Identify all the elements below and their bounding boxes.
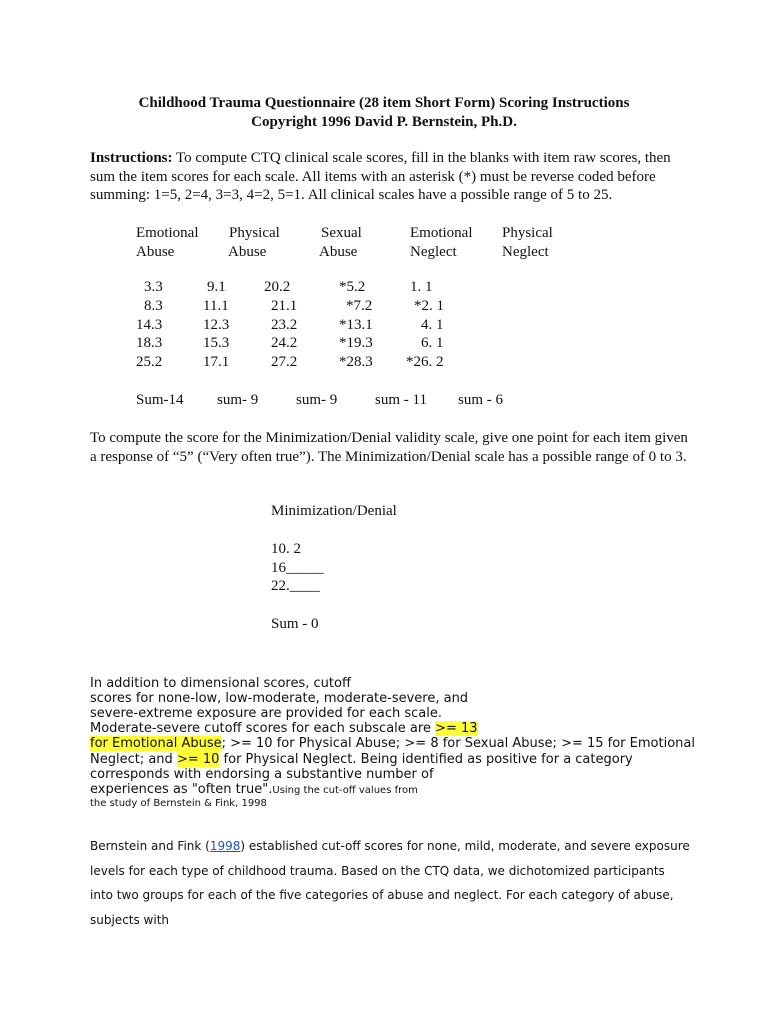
cell: 3.3 bbox=[144, 279, 163, 295]
cell: 18.3 bbox=[136, 335, 163, 351]
cell: 6. 1 bbox=[421, 335, 444, 351]
sum-emotional-abuse: Sum-14 bbox=[136, 392, 184, 408]
minimization-paragraph: To compute the score for the Minimization/Denial validity scale, give one point for each item given a response of “5” (“Very often true”). The Minimization/Denial scale has a possible range of 0 to 3. bbox=[90, 430, 688, 465]
highlight: for Emotional Abuse bbox=[90, 736, 222, 752]
cell: 4. 1 bbox=[421, 317, 444, 333]
cell: *13.1 bbox=[339, 317, 373, 333]
header-physical-abuse: Physical Abuse bbox=[228, 225, 280, 260]
cell: 14.3 bbox=[136, 317, 163, 333]
cell: 17.1 bbox=[203, 354, 230, 370]
footer-paragraph: Bernstein and Fink (1998) established cut-off scores for none, mild, moderate, and severe exposure levels for each type of childhood trauma. Based on the CTQ data, we dichotomized participants into two groups for each of the five categories of abuse and neglect. For each category of abuse, subjects with bbox=[90, 839, 690, 927]
instructions-paragraph bbox=[90, 149, 690, 205]
score-grid bbox=[0, 279, 768, 375]
minimization-heading: Minimization/Denial bbox=[271, 503, 397, 519]
document-title bbox=[0, 94, 768, 132]
cell: *2. 1 bbox=[414, 298, 444, 314]
sum-physical-abuse: sum- 9 bbox=[217, 392, 259, 408]
cell: 21.1 bbox=[271, 298, 298, 314]
cell: 20.2 bbox=[264, 279, 291, 295]
highlight: >= 10 bbox=[176, 751, 220, 767]
instructions-label: Instructions: bbox=[90, 150, 173, 166]
minimization-sum: Sum - 0 bbox=[271, 616, 319, 632]
minimization-item: 22.____ bbox=[271, 578, 320, 594]
cutoff-paragraph: In addition to dimensional scores, cutoff scores for none-low, low-moderate, moderate-severe, and severe-extreme exposure are provided for each scale. Moderate-severe cutoff scores for each subscale are >= 13 for Emotional Abuse; >= 10 for Physical Abuse; >= 8 for Sexual Abuse; >= 15 for Emotional Neglect; and >= 10 for Physical Neglect. Being identified as positive for a category corresponds with endorsing a substantive number of experiences as "often true".Using the cut-off values from the study of Bernstein & Fink, 1998 bbox=[90, 676, 695, 809]
cell: 15.3 bbox=[203, 335, 230, 351]
sum-sexual-abuse: sum- 9 bbox=[296, 392, 338, 408]
header-emotional-neglect: Emotional Neglect bbox=[410, 225, 473, 260]
cell: 11.1 bbox=[203, 298, 229, 314]
cell: 8.3 bbox=[144, 298, 163, 314]
cell: 24.2 bbox=[271, 335, 298, 351]
cell: *28.3 bbox=[339, 354, 373, 370]
cell: *7.2 bbox=[346, 298, 373, 314]
minimization-item: 10. 2 bbox=[271, 541, 301, 557]
citation-link[interactable]: 1998 bbox=[209, 839, 241, 853]
header-physical-neglect: Physical Neglect bbox=[502, 225, 553, 260]
cell: *5.2 bbox=[339, 279, 366, 295]
cell: 25.2 bbox=[136, 354, 163, 370]
cell: *19.3 bbox=[339, 335, 373, 351]
header-sexual-abuse: Sexual Abuse bbox=[319, 225, 362, 260]
cell: 9.1 bbox=[207, 279, 226, 295]
minimization-item: 16_____ bbox=[271, 560, 324, 576]
cell: 23.2 bbox=[271, 317, 298, 333]
title-line-2: Copyright 1996 David P. Bernstein, Ph.D. bbox=[251, 114, 517, 130]
header-emotional-abuse: Emotional Abuse bbox=[136, 225, 199, 260]
cell: 12.3 bbox=[203, 317, 230, 333]
sum-emotional-neglect: sum - 11 bbox=[375, 392, 427, 408]
cell: *26. 2 bbox=[406, 354, 444, 370]
sum-physical-neglect: sum - 6 bbox=[458, 392, 503, 408]
cell: 27.2 bbox=[271, 354, 298, 370]
highlight: >= 13 bbox=[435, 721, 478, 737]
cell: 1. 1 bbox=[410, 279, 433, 295]
title-line-1: Childhood Trauma Questionnaire (28 item Short Form) Scoring Instructions bbox=[138, 95, 630, 111]
instructions-text: To compute CTQ clinical scale scores, fill in the blanks with item raw scores, then sum the item scores for each scale. All items with an asterisk (*) must be reverse coded before summing: 1=5, 2=4, 3=3, 4=2, 5=1. All clinical scales have a possible range of 5 to 25. bbox=[90, 150, 671, 204]
